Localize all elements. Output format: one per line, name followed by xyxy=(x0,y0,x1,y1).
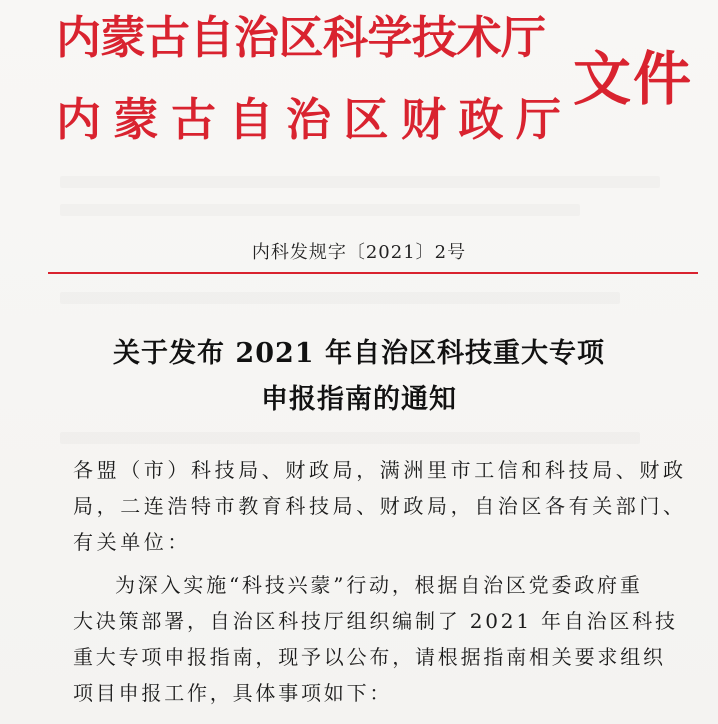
paragraph-line: 项目申报工作，具体事项如下： xyxy=(73,681,393,705)
show-through-shadow xyxy=(60,176,660,188)
salutation-line: 各盟（市）科技局、财政局，满洲里市工信和科技局、财政 xyxy=(73,458,687,482)
show-through-shadow xyxy=(60,292,620,304)
issuer-line-2: 内蒙古自治区财政厅 xyxy=(56,93,574,146)
body-paragraph-1 xyxy=(73,567,693,711)
red-separator-rule xyxy=(48,272,698,274)
notice-title-line-2: 申报指南的通知 xyxy=(261,384,457,415)
salutation-block xyxy=(73,452,693,560)
notice-title-line-1: 关于发布 2021 年自治区科技重大专项 xyxy=(113,338,605,369)
issuer-line-1: 内蒙古自治区科学技术厅 xyxy=(56,11,546,64)
salutation-line: 局，二连浩特市教育科技局、财政局，自治区各有关部门、 xyxy=(73,494,687,518)
paragraph-line: 为深入实施“科技兴蒙”行动，根据自治区党委政府重 xyxy=(115,573,643,597)
document-number: 内科发规字〔2021〕2号 xyxy=(251,242,467,263)
show-through-shadow xyxy=(60,432,640,444)
paragraph-line: 大决策部署，自治区科技厅组织编制了 2021 年自治区科技 xyxy=(73,609,678,633)
show-through-shadow xyxy=(60,204,580,216)
salutation-line: 有关单位： xyxy=(73,530,191,554)
doc-type-label: 文件 xyxy=(573,45,694,113)
paragraph-line: 重大专项申报指南，现予以公布，请根据指南相关要求组织 xyxy=(73,645,666,669)
